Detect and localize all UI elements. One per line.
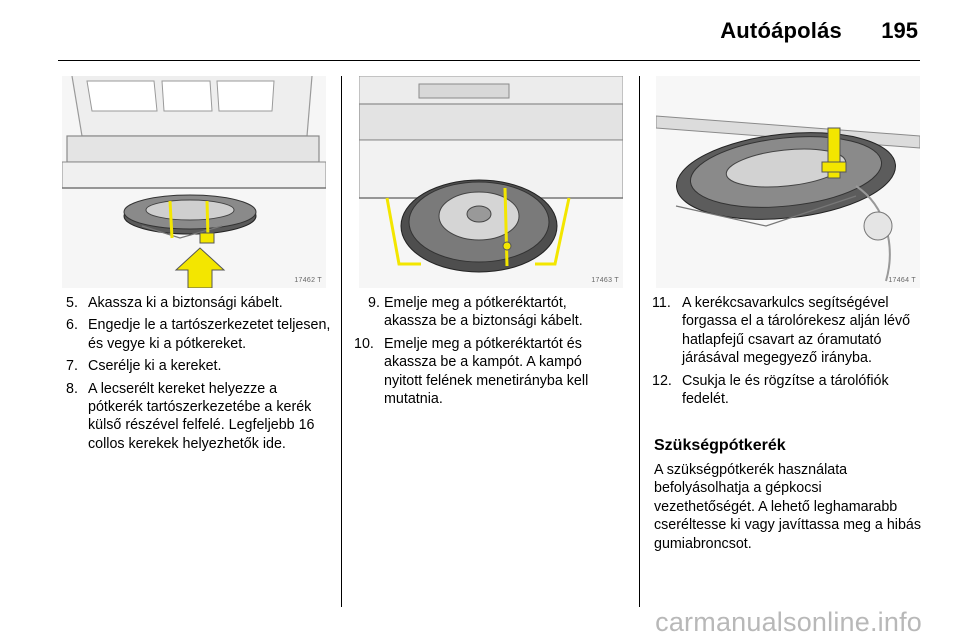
figure-id: 17463 T xyxy=(591,277,619,284)
step-item: 9. Emelje meg a pótkeréktartót, akassza be a biztonsági kábelt. xyxy=(368,295,583,330)
section-heading: Szükségpótkerék xyxy=(654,437,786,454)
watermark: carmanualsonline.info xyxy=(655,607,922,637)
column-divider-2 xyxy=(639,76,640,607)
step-item: 7. Cserélje ki a kereket. xyxy=(66,358,222,375)
chapter-title: Autóápolás xyxy=(720,18,842,43)
illustration-spare-wheel-raised xyxy=(359,76,623,288)
steps-column-3 xyxy=(652,294,920,412)
steps-column-2 xyxy=(354,294,622,412)
step-item: 11. A kerékcsavarkulcs segítségével forgassa el a tárolórekesz alján lévő hatlapfejű csavart az óramutató járásával megegyező irányba. xyxy=(652,295,911,367)
header-divider xyxy=(58,60,920,61)
page-number: 195 xyxy=(881,18,918,43)
steps-column-1 xyxy=(66,294,334,457)
figure-id: 17462 T xyxy=(294,277,322,284)
step-item: 10. Emelje meg a pótkeréktartót és akassza be a kampót. A kampó nyitott felének menetirányba kell mutatnia. xyxy=(354,335,589,408)
column-divider-1 xyxy=(341,76,342,607)
step-item: 12. Csukja le és rögzítse a tárolófiók fedelét. xyxy=(652,372,889,408)
section-body: A szükségpótkerék használata befolyásolhatja a gépkocsi vezethetőségét. A lehető leghamarabb cseréltesse ki vagy javíttassa meg a hibás gumiabroncsot. xyxy=(654,462,921,552)
step-item: 8. A lecserélt kereket helyezze a pótkerék tartószerkezetébe a kerék külső részével felfelé. Legfeljebb 16 collos kerekek helyezhetők ide. xyxy=(66,380,315,452)
step-item: 5. Akassza ki a biztonsági kábelt. xyxy=(66,295,283,311)
figure-id: 17464 T xyxy=(888,277,916,284)
illustration-spare-wheel-lowered xyxy=(62,76,326,288)
illustration-storage-bolt xyxy=(656,76,920,288)
step-item: 6. Engedje le a tartószerkezetet teljesen, és vegye ki a pótkereket. xyxy=(66,317,331,352)
